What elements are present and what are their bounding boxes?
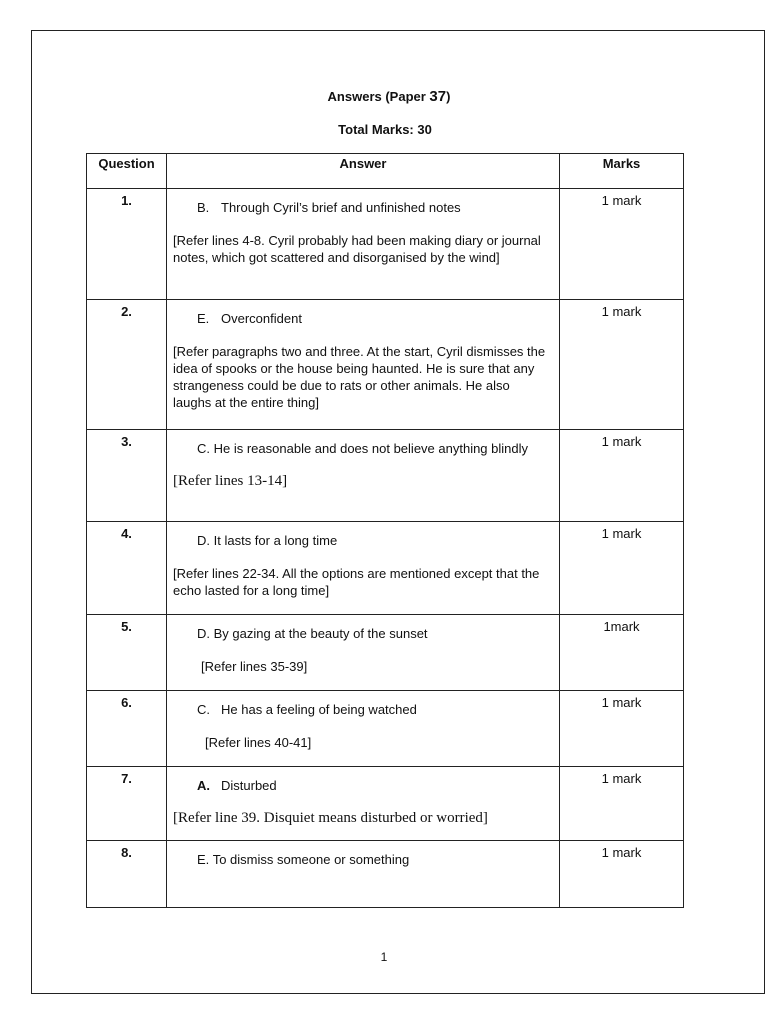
answer-cell [167, 767, 560, 841]
answer-cell [167, 841, 560, 908]
marks-value: 1 mark [560, 522, 684, 615]
option-text: Disturbed [221, 778, 277, 793]
option-text: To dismiss someone or something [212, 852, 410, 867]
option-letter: E. [197, 311, 210, 326]
option-letter: E. [197, 852, 210, 867]
answer-option [173, 199, 551, 216]
answer-reference: [Refer lines 35-39] [201, 659, 308, 674]
option-letter: B. [197, 200, 210, 215]
option-text: Through Cyril’s brief and unfinished notes [221, 200, 461, 215]
answer-cell [167, 189, 560, 300]
option-letter: D. [197, 626, 210, 641]
total-marks: Total Marks: 30 [338, 122, 432, 137]
answer-reference: [Refer lines 4-8. Cyril probably had been making diary or journal notes, which got scattered and disorganised by the wind] [173, 233, 541, 265]
table-row [87, 841, 684, 908]
answer-option [173, 310, 551, 327]
option-text: He has a feeling of being watched [221, 702, 417, 717]
option-text: By gazing at the beauty of the sunset [213, 626, 428, 641]
answer-reference: [Refer line 39. Disquiet means disturbed or worried] [173, 810, 488, 826]
option-text: It lasts for a long time [213, 533, 338, 548]
answer-reference: [Refer lines 22-34. All the options are mentioned except that the echo lasted for a long time] [173, 566, 540, 598]
answer-reference: [Refer lines 13-14] [173, 473, 288, 489]
answer-cell [167, 430, 560, 522]
answer-cell [167, 300, 560, 430]
option-letter: C. [197, 441, 210, 456]
document-title [0, 88, 768, 105]
marks-value: 1 mark [560, 300, 684, 430]
title-prefix: Answers (Paper [327, 89, 430, 104]
answer-cell [167, 522, 560, 615]
option-letter: D. [197, 533, 210, 548]
table-row [87, 615, 684, 691]
marks-value: 1 mark [560, 767, 684, 841]
answer-cell [167, 615, 560, 691]
answers-table [86, 153, 684, 908]
option-letter: A. [197, 778, 210, 793]
column-header-question: Question [87, 154, 167, 189]
table-header-row [87, 154, 684, 189]
question-number: 8. [87, 841, 167, 908]
table-row [87, 691, 684, 767]
question-number: 6. [87, 691, 167, 767]
answer-reference: [Refer paragraphs two and three. At the start, Cyril dismisses the idea of spooks or the house being haunted. He is sure that any strangeness could be due to rats or other animals. He also laughs at the entire thing] [173, 344, 546, 410]
question-number: 4. [87, 522, 167, 615]
table-row [87, 189, 684, 300]
option-letter: C. [197, 702, 210, 717]
question-number: 5. [87, 615, 167, 691]
marks-value: 1 mark [560, 189, 684, 300]
answer-option [173, 851, 551, 868]
page-number: 1 [380, 950, 388, 964]
answer-option [173, 777, 551, 794]
table-row [87, 767, 684, 841]
column-header-marks: Marks [560, 154, 684, 189]
column-header-answer: Answer [167, 154, 560, 189]
option-text: He is reasonable and does not believe anything blindly [213, 441, 529, 456]
answer-option [173, 701, 551, 718]
question-number: 7. [87, 767, 167, 841]
paper-number: 37 [429, 88, 447, 105]
table-row [87, 522, 684, 615]
question-number: 2. [87, 300, 167, 430]
marks-value: 1 mark [560, 691, 684, 767]
option-text: Overconfident [221, 311, 302, 326]
answer-cell [167, 691, 560, 767]
marks-value: 1 mark [560, 841, 684, 908]
marks-value: 1 mark [560, 430, 684, 522]
table-row [87, 300, 684, 430]
question-number: 1. [87, 189, 167, 300]
answer-option [173, 625, 551, 642]
question-number: 3. [87, 430, 167, 522]
title-suffix: ) [446, 89, 451, 104]
answer-option [173, 532, 551, 549]
table-row [87, 430, 684, 522]
answer-option [173, 440, 551, 457]
answer-reference: [Refer lines 40-41] [205, 735, 312, 750]
marks-value: 1mark [560, 615, 684, 691]
